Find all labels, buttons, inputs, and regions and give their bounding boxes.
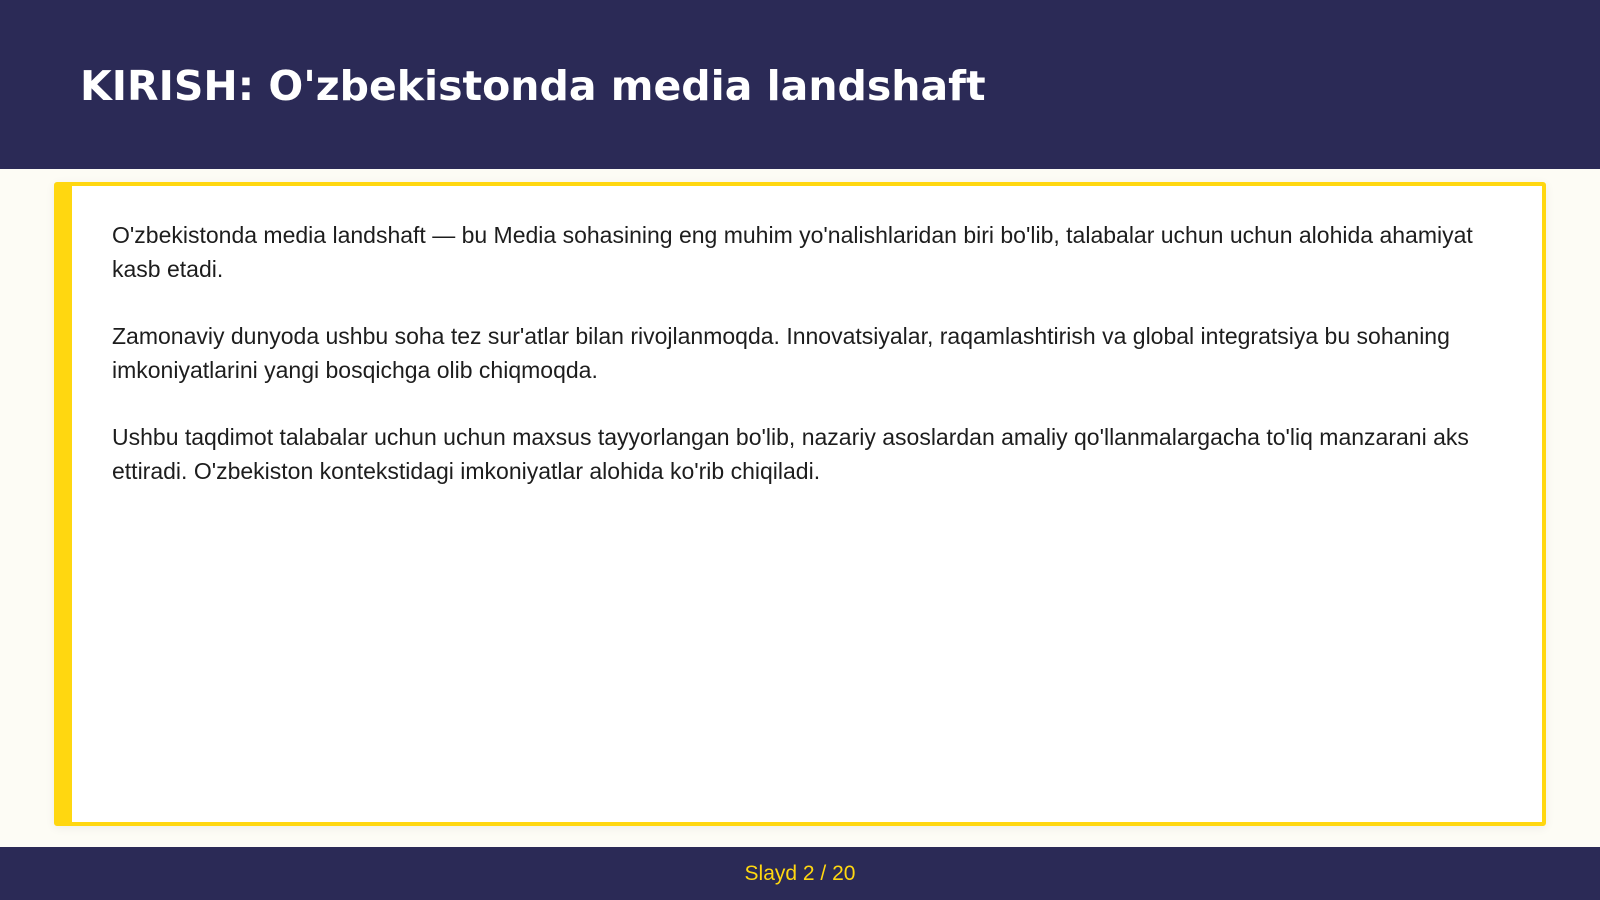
slide-title: KIRISH: O'zbekistonda media landshaft xyxy=(80,62,986,110)
content-paragraph-2: Zamonaviy dunyoda ushbu soha tez sur'atlar bilan rivojlanmoqda. Innovatsiyalar, raqamlashtirish va global integratsiya bu sohaning imkoniyatlarini yangi bosqichga olib chiqmoqda. xyxy=(112,323,1450,383)
content-paragraph-3: Ushbu taqdimot talabalar uchun uchun maxsus tayyorlangan bo'lib, nazariy asoslardan amaliy qo'llanmalargacha to'liq manzarani aks ettiradi. O'zbekiston kontekstidagi imkoniyatlar alohida ko'rib chiqiladi. xyxy=(112,424,1469,484)
slide-counter: Slayd 2 / 20 xyxy=(744,862,856,885)
slide-header xyxy=(0,0,1600,169)
slide-footer xyxy=(0,847,1600,900)
content-paragraph-1: O'zbekistonda media landshaft — bu Media sohasining eng muhim yo'nalishlaridan biri bo'lib, talabalar uchun uchun alohida ahamiyat kasb etadi. xyxy=(112,222,1473,282)
content-card xyxy=(54,182,1546,826)
content-body xyxy=(112,218,1512,521)
